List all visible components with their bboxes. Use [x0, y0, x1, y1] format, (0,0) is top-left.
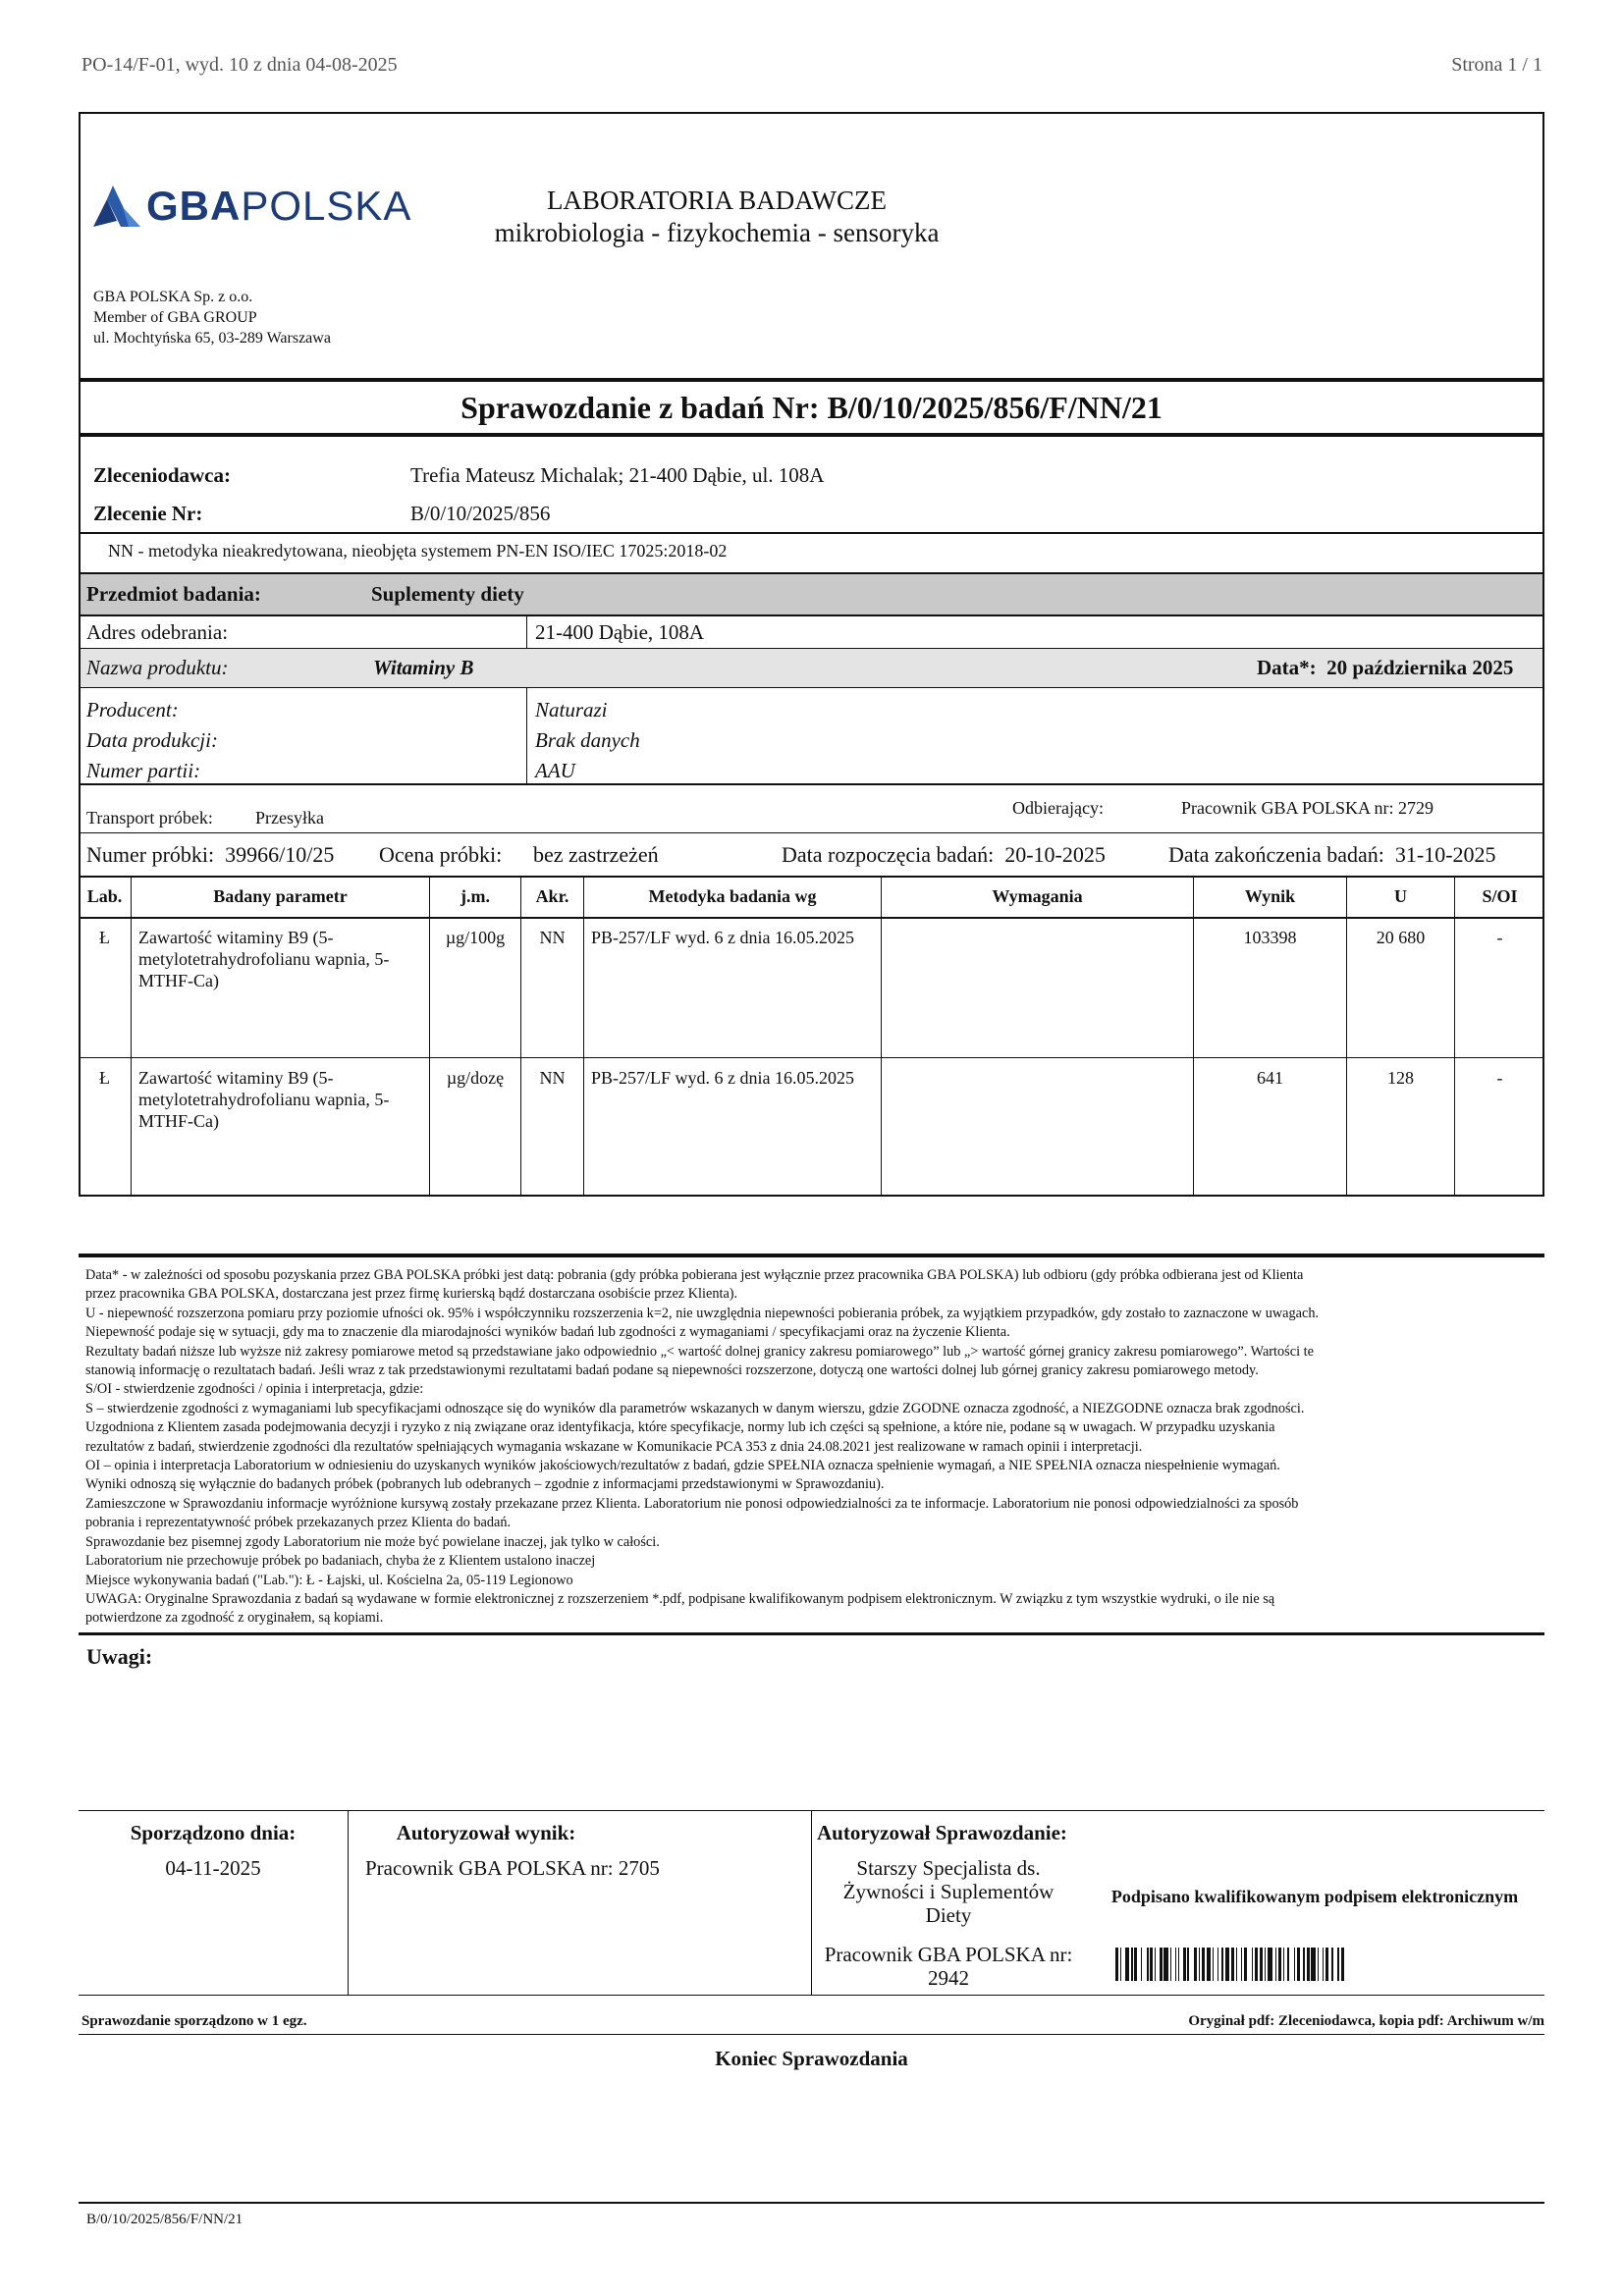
footnote-line: Wyniki odnoszą się wyłącznie do badanych próbek (pobranych lub odebranych – zgodnie z informacjami przedstawionymi w Sprawozdaniu).	[85, 1476, 885, 1493]
row2-param-line3: MTHF-Ca)	[138, 1111, 219, 1131]
subject-value: Suplementy diety	[371, 582, 524, 606]
start-value: 20-10-2025	[1004, 842, 1106, 867]
order-value: B/0/10/2025/856	[410, 502, 551, 525]
row1-unit: µg/100g	[445, 928, 506, 947]
row1-u: 20 680	[1376, 928, 1426, 947]
report-title: Sprawozdanie z badań Nr: B/0/10/2025/856/F/NN/21	[460, 390, 1163, 425]
footnote-line: Sprawozdanie bez pisemnej zgody Laboratorium nie może być powielane inaczej, jak tylko w całości.	[85, 1533, 660, 1550]
sample-rating-label: Ocena próbki:	[379, 842, 503, 867]
barcode-icon	[1115, 1948, 1518, 1981]
company-member: Member of GBA GROUP	[93, 309, 257, 326]
row1-lab: Ł	[99, 928, 110, 947]
row1-param-line1: Zawartość witaminy B9 (5-	[138, 928, 334, 947]
transport-value: Przesyłka	[255, 808, 324, 828]
gba-logo-icon	[93, 186, 140, 227]
row1-method: PB-257/LF wyd. 6 z dnia 16.05.2025	[591, 928, 854, 947]
company-name: GBA POLSKA Sp. z o.o.	[93, 289, 253, 305]
footnote-line: S – stwierdzenie zgodności z wymaganiami lub specyfikacjami odnoszące się do wyników dla parametrów wskazanych w danym wierszu, gdzie ZGODNE oznacza zgodność, a NIEZGODNE oznacza brak zgodności.	[85, 1400, 1305, 1416]
producer-values	[535, 695, 640, 786]
auth-report-worker-line1: Pracownik GBA POLSKA nr:	[824, 1943, 1073, 1966]
row2-lab: Ł	[99, 1068, 110, 1088]
footnote-line: Laboratorium nie przechowuje próbek po badaniach, chyba że z Klientem ustalono inaczej	[85, 1553, 596, 1570]
date-label: Data*:	[1257, 656, 1317, 679]
col-requirements: Wymagania	[992, 886, 1083, 906]
row2-method: PB-257/LF wyd. 6 z dnia 16.05.2025	[591, 1068, 854, 1088]
subject-label: Przedmiot badania:	[86, 582, 261, 606]
signed-note: Podpisano kwalifikowanym podpisem elektronicznym	[1110, 1887, 1519, 1906]
auth-result-value: Pracownik GBA POLSKA nr: 2705	[365, 1856, 660, 1880]
page-number: Strona 1 / 1	[1451, 54, 1542, 76]
footnote-line: potwierdzone za zgodność z oryginałem, są kopiami.	[85, 1610, 384, 1627]
footnote-line: przez pracownika GBA POLSKA, dostarczana jest przez firmę kurierską bądź dostarczana osobiście przez Klienta).	[85, 1286, 738, 1303]
producer-value: Naturazi	[535, 698, 608, 721]
transport-label: Transport próbek:	[86, 808, 213, 828]
footnote-line: pobrania i reprezentatywność próbek przekazanych przez Klienta do badań.	[85, 1515, 512, 1531]
sample-number	[86, 842, 334, 868]
sample-number-label: Numer próbki:	[86, 842, 215, 867]
auth-report-role-line1: Starszy Specjalista ds.	[856, 1856, 1041, 1880]
lab-title: LABORATORIA BADAWCZE	[546, 186, 888, 215]
prepared-label: Sporządzono dnia:	[130, 1821, 297, 1844]
col-unit: j.m.	[460, 886, 490, 906]
date-field	[1257, 656, 1513, 680]
footnote-line: U - niepewność rozszerzona pomiaru przy poziomie ufności ok. 95% i współczynniku rozszerzenia k=2, nie uwzględnia niepewności pobierania próbek, za wyjątkiem przypadków, gdy zostało to zaznaczone w uwagach.	[85, 1305, 1320, 1321]
row2-result: 641	[1257, 1068, 1283, 1088]
row2-unit: µg/dozę	[446, 1068, 505, 1088]
col-lab: Lab.	[86, 886, 123, 906]
lab-subtitle: mikrobiologia - fizykochemia - sensoryka	[494, 218, 940, 247]
auth-report-role-line2: Żywności i Suplementów	[842, 1880, 1055, 1903]
logo-bold: GBA	[146, 183, 242, 229]
product-label: Nazwa produktu:	[86, 656, 229, 679]
row1-result: 103398	[1243, 928, 1297, 947]
auth-report-worker-line2: 2942	[928, 1966, 969, 1990]
footnote-line: Niepewność podaje się w sytuacji, gdy ma to znaczenie dla miarodajności wyników badań lub zgodności z wymaganiami / specyfikacjami oraz na życzenie Klienta.	[85, 1324, 1010, 1341]
row2-param	[138, 1067, 428, 1132]
row1-param	[138, 927, 428, 991]
row2-u: 128	[1387, 1068, 1414, 1088]
end-label: Data zakończenia badań:	[1168, 842, 1384, 867]
row2-soi: -	[1496, 1068, 1503, 1088]
end-value: 31-10-2025	[1394, 842, 1496, 867]
prod-date-label: Data produkcji:	[86, 728, 218, 752]
auth-report-worker	[812, 1943, 1085, 1990]
sample-rating-value: bez zastrzeżeń	[533, 842, 659, 867]
nn-note: NN - metodyka nieakredytowana, nieobjęta systemem PN-EN ISO/IEC 17025:2018-02	[108, 541, 728, 561]
row2-param-line2: metylotetrahydrofolianu wapnia, 5-	[138, 1090, 390, 1109]
subject-band	[81, 574, 1542, 615]
end-date	[1168, 842, 1496, 868]
row2-param-line1: Zawartość witaminy B9 (5-	[138, 1068, 334, 1088]
auth-report-role	[812, 1856, 1085, 1927]
row1-akr: NN	[539, 928, 566, 947]
batch-value: AAU	[535, 759, 575, 782]
footnotes	[85, 1266, 1543, 1629]
footnote-line: S/OI - stwierdzenie zgodności / opinia i interpretacja, gdzie:	[85, 1381, 424, 1398]
col-soi: S/OI	[1482, 886, 1518, 906]
footer-id: B/0/10/2025/856/F/NN/21	[86, 2212, 243, 2227]
company-info	[93, 287, 331, 348]
company-address: ul. Mochtyńska 65, 03-289 Warszawa	[93, 330, 331, 347]
logo-light: POLSKA	[241, 183, 412, 229]
address-label: Adres odebrania:	[86, 620, 229, 644]
product-value: Witaminy B	[373, 656, 474, 679]
auth-report-label: Autoryzował Sprawozdanie:	[817, 1821, 1067, 1844]
col-u: U	[1394, 886, 1407, 906]
footnote-line: Miejsce wykonywania badań ("Lab."): Ł - Łajski, ul. Kościelna 2a, 05-119 Legionowo	[85, 1572, 573, 1588]
order-label: Zlecenie Nr:	[93, 502, 203, 525]
start-label: Data rozpoczęcia badań:	[782, 842, 995, 867]
footnote-line: UWAGA: Oryginalne Sprawozdania z badań są wydawane w formie elektronicznej z rozszerzeniem *.pdf, podpisane kwalifikowanym podpisem elektronicznym. W związku z tym wszystkie wydruki, o ile nie są	[85, 1590, 1275, 1607]
footnote-line: rezultatów z badań, stwierdzenie zgodności dla rezultatów spełniających wymagania wskazane w Komunikacie PCA 353 z dnia 24.08.2021 jest realizowane w ramach opinii i interpretacji.	[85, 1438, 1143, 1455]
footnote-line: Uzgodniona z Klientem zasada podejmowania decyzji i ryzyko z nią związane oraz identyfikacja, które specyfikacje, normy lub ich części są spełnione, a które nie, podane są w uwagach. W przypadku uzyskania	[85, 1419, 1275, 1436]
row2-akr: NN	[539, 1068, 566, 1088]
auth-report-role-line3: Diety	[925, 1903, 972, 1927]
row1-param-line2: metylotetrahydrofolianu wapnia, 5-	[138, 949, 390, 969]
row1-param-line3: MTHF-Ca)	[138, 971, 219, 990]
col-param: Badany parametr	[213, 886, 348, 906]
receiver-label: Odbierający:	[1012, 798, 1104, 818]
address-value: 21-400 Dąbie, 108A	[535, 620, 705, 644]
col-result: Wynik	[1244, 886, 1296, 906]
batch-label: Numer partii:	[86, 759, 201, 782]
col-method: Metodyka badania wg	[648, 886, 817, 906]
footnote-line: Rezultaty badań niższe lub wyższe niż zakresy pomiarowe metod są przedstawiane jako odpowiednio „< wartość dolnej granicy zakresu pomiarowego” lub „> wartość górnej granicy zakresu pomiarowego”. Wartości te	[85, 1343, 1314, 1360]
client-value: Trefia Mateusz Michalak; 21-400 Dąbie, ul. 108A	[410, 463, 825, 487]
auth-result-label: Autoryzował wynik:	[396, 1821, 576, 1844]
date-value: 20 października 2025	[1326, 656, 1514, 679]
prod-date-value: Brak danych	[535, 728, 640, 752]
sample-number-value: 39966/10/25	[225, 842, 335, 867]
form-id: PO-14/F-01, wyd. 10 z dnia 04-08-2025	[81, 54, 398, 76]
gba-logo	[93, 183, 411, 230]
row1-soi: -	[1496, 928, 1503, 947]
start-date	[782, 842, 1106, 868]
footnote-line: stanowią informację o rezultatach badań. Jeśli wraz z tak przedstawionymi rezultatami badań podane są niepewności rozszerzone, dotyczą one wartości dolnej lub górnej granicy zakresu pomiarowego metody.	[85, 1362, 1259, 1379]
col-akr: Akr.	[535, 886, 569, 906]
footnote-line: Zamieszczone w Sprawozdaniu informacje wyróżnione kursywą zostały przekazane przez Klienta. Laboratorium nie ponosi odpowiedzialności za te informacje. Laboratorium nie ponosi odpowiedzialności za sposób	[85, 1495, 1299, 1512]
original-note: Oryginał pdf: Zleceniodawca, kopia pdf: Archiwum w/m	[1188, 2013, 1544, 2029]
copies-note: Sprawozdanie sporządzono w 1 egz.	[81, 2013, 307, 2029]
remarks-label: Uwagi:	[86, 1644, 153, 1669]
footnote-line: OI – opinia i interpretacja Laboratorium w odniesieniu do uzyskanych wyników jakościowych/rezultatów z badań, gdzie SPEŁNIA oznacza spełnienie wymagań, a NIE SPEŁNIA oznacza niespełnienie wymagań.	[85, 1458, 1280, 1474]
prepared-value: 04-11-2025	[165, 1856, 261, 1880]
end-note: Koniec Sprawozdania	[715, 2047, 908, 2070]
producer-label: Producent:	[86, 698, 179, 721]
receiver-value: Pracownik GBA POLSKA nr: 2729	[1181, 798, 1434, 818]
client-label: Zleceniodawca:	[93, 463, 231, 487]
producer-labels	[86, 695, 218, 786]
footnote-line: Data* - w zależności od sposobu pozyskania przez GBA POLSKA próbki jest datą: pobrania (gdy próbka pobierana jest wyłącznie przez pracownika GBA POLSKA) lub odbioru (gdy próbka odbierana jest od Klienta	[85, 1267, 1304, 1283]
